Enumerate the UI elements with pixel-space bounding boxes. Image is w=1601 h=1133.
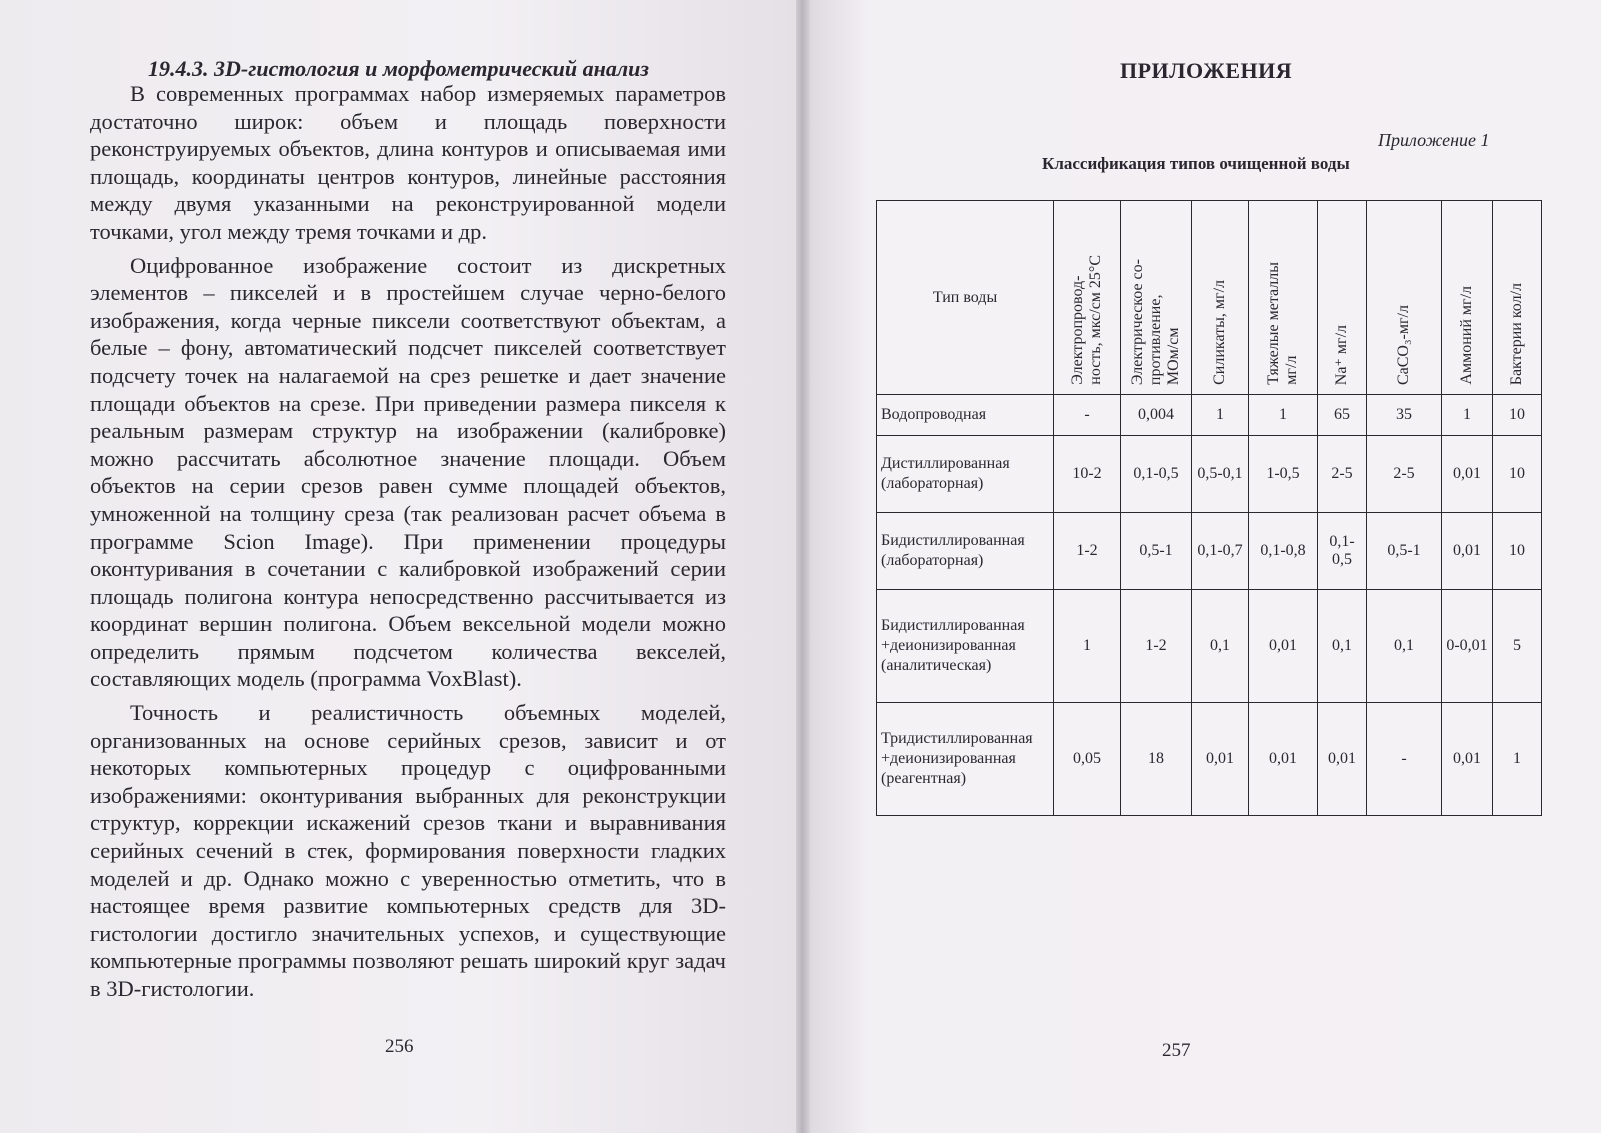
header-sodium: Na⁺ мг/л bbox=[1318, 201, 1367, 395]
table-cell: 1 bbox=[1192, 395, 1249, 436]
table-cell: 1 bbox=[1054, 590, 1121, 703]
table-cell: 10-2 bbox=[1054, 436, 1121, 513]
appendix-label: Приложение 1 bbox=[1378, 130, 1490, 150]
table-cell: 10 bbox=[1493, 395, 1542, 436]
header-water-type: Тип воды bbox=[877, 201, 1054, 395]
table-cell: 1 bbox=[1493, 703, 1542, 816]
table-cell: 0,1-0,7 bbox=[1192, 513, 1249, 590]
header-ammonium: Аммоний мг/л bbox=[1442, 201, 1493, 395]
header-bacteria: Бактерии кол/л bbox=[1493, 201, 1542, 395]
table-cell: 5 bbox=[1493, 590, 1542, 703]
table-row bbox=[877, 513, 1542, 590]
header-conductivity: Электропровод- ность, мкс/см 25°С bbox=[1054, 201, 1121, 395]
header-heavy-metals: Тяжелые металлы мг/л bbox=[1249, 201, 1318, 395]
table-cell: 0,01 bbox=[1249, 703, 1318, 816]
table-row bbox=[877, 703, 1542, 816]
water-types-table bbox=[876, 200, 1542, 816]
table-row bbox=[877, 395, 1542, 436]
table-cell: - bbox=[1367, 703, 1442, 816]
table-cell: Водопроводная bbox=[877, 395, 1054, 436]
table-cell: 1-2 bbox=[1054, 513, 1121, 590]
paragraph: Оцифрованное изображение состоит из дискретных элементов – пикселей и в простейшем случае черно-белого изображения, когда черные пиксели соответствуют объектам, а белые – фону, автоматический подсчет пикселей соответствует подсчету точек на налагаемой на срез решетке и дает значение площади объектов на срезе. При приведении размера пикселя к реальным размерам структур на изображении (калибровке) можно рассчитать абсолютное значение площади. Объем объектов на серии срезов равен сумме площадей объектов, умноженной на толщину среза (так реализован расчет объема в программе Scion Image). При применении процедуры оконтуривания в сочетании с калибровкой изображений серии площадь полигона контура непосредственно рассчитывается из координат вершин полигона. Объем вексельной модели можно определить прямым подсчетом количества векселей, составляющих модель (программа VoxBlast). bbox=[90, 252, 726, 692]
table-cell: 65 bbox=[1318, 395, 1367, 436]
table-cell: Тридистиллированная +деионизированная (реагентная) bbox=[877, 703, 1054, 816]
table-cell: 0,1 bbox=[1318, 590, 1367, 703]
table-cell: 1-2 bbox=[1121, 590, 1192, 703]
table-cell: 0-0,01 bbox=[1442, 590, 1493, 703]
table-cell: 0,5-0,1 bbox=[1192, 436, 1249, 513]
table-cell: Бидистиллированная +деионизированная (аналитическая) bbox=[877, 590, 1054, 703]
table-cell: 0,004 bbox=[1121, 395, 1192, 436]
table-cell: 35 bbox=[1367, 395, 1442, 436]
table-cell: 2-5 bbox=[1367, 436, 1442, 513]
table-cell: 0,01 bbox=[1442, 436, 1493, 513]
section-heading: 19.4.3. 3D-гистология и морфометрический анализ bbox=[148, 56, 649, 81]
header-caco3: CaCO₃-мг/л bbox=[1367, 201, 1442, 395]
paragraph: В современных программах набор измеряемых параметров достаточно широк: объем и площадь поверхности реконструируемых объектов, длина контуров и описываемая ими площадь, координаты центров контуров, линейные расстояния между двумя указанными на реконструированной модели точками, угол между тремя точками и др. bbox=[90, 81, 726, 244]
book-gutter bbox=[796, 0, 810, 1133]
table-cell: 10 bbox=[1493, 513, 1542, 590]
table-cell: Дистиллированная (лабораторная) bbox=[877, 436, 1054, 513]
paragraph: Точность и реалистичность объемных моделей, организованных на основе серийных срезов, зависит и от некоторых компьютерных процедур с оцифрованными изображениями: оконтуривания выбранных для реконструкции структур, коррекции искажений срезов ткани и выравнивания серийных сечений в стек, формирования поверхности гладких моделей и др. Однако можно с уверенностью отметить, что в настоящее время развитие компьютерных средств для 3D-гистологии достигло значительных успехов, и существующие компьютерные программы позволяют решать широкий круг задач в 3D-гистологии. bbox=[90, 700, 726, 1001]
table-header-row bbox=[877, 201, 1542, 395]
table-cell: 0,01 bbox=[1249, 590, 1318, 703]
table-cell: 1 bbox=[1249, 395, 1318, 436]
table-cell: 0,01 bbox=[1442, 513, 1493, 590]
table-cell: 10 bbox=[1493, 436, 1542, 513]
table-caption: Классификация типов очищенной воды bbox=[1042, 154, 1350, 173]
table-cell: 0,01 bbox=[1318, 703, 1367, 816]
page-number-left: 256 bbox=[385, 1036, 414, 1057]
table-cell: 0,01 bbox=[1192, 703, 1249, 816]
table-cell: 0,5-1 bbox=[1121, 513, 1192, 590]
table-cell: Бидистиллированная (лабораторная) bbox=[877, 513, 1054, 590]
table-row bbox=[877, 590, 1542, 703]
table-cell: 0,1 bbox=[1367, 590, 1442, 703]
table-cell: 0,1-0,5 bbox=[1318, 513, 1367, 590]
table-cell: 0,05 bbox=[1054, 703, 1121, 816]
table-cell: 1 bbox=[1442, 395, 1493, 436]
table-cell: 0,1-0,5 bbox=[1121, 436, 1192, 513]
table-cell: 1-0,5 bbox=[1249, 436, 1318, 513]
page-number-right: 257 bbox=[1162, 1040, 1191, 1061]
table-cell: - bbox=[1054, 395, 1121, 436]
table-cell: 0,1 bbox=[1192, 590, 1249, 703]
table-cell: 18 bbox=[1121, 703, 1192, 816]
table-cell: 2-5 bbox=[1318, 436, 1367, 513]
table-cell: 0,5-1 bbox=[1367, 513, 1442, 590]
header-resistance: Электрическое со- противление, МОм/см bbox=[1121, 201, 1192, 395]
table-row bbox=[877, 436, 1542, 513]
appendices-title: ПРИЛОЖЕНИЯ bbox=[1120, 58, 1293, 83]
left-body-text bbox=[90, 80, 726, 1009]
table-cell: 0,1-0,8 bbox=[1249, 513, 1318, 590]
header-silicates: Силикаты, мг/л bbox=[1192, 201, 1249, 395]
table-cell: 0,01 bbox=[1442, 703, 1493, 816]
